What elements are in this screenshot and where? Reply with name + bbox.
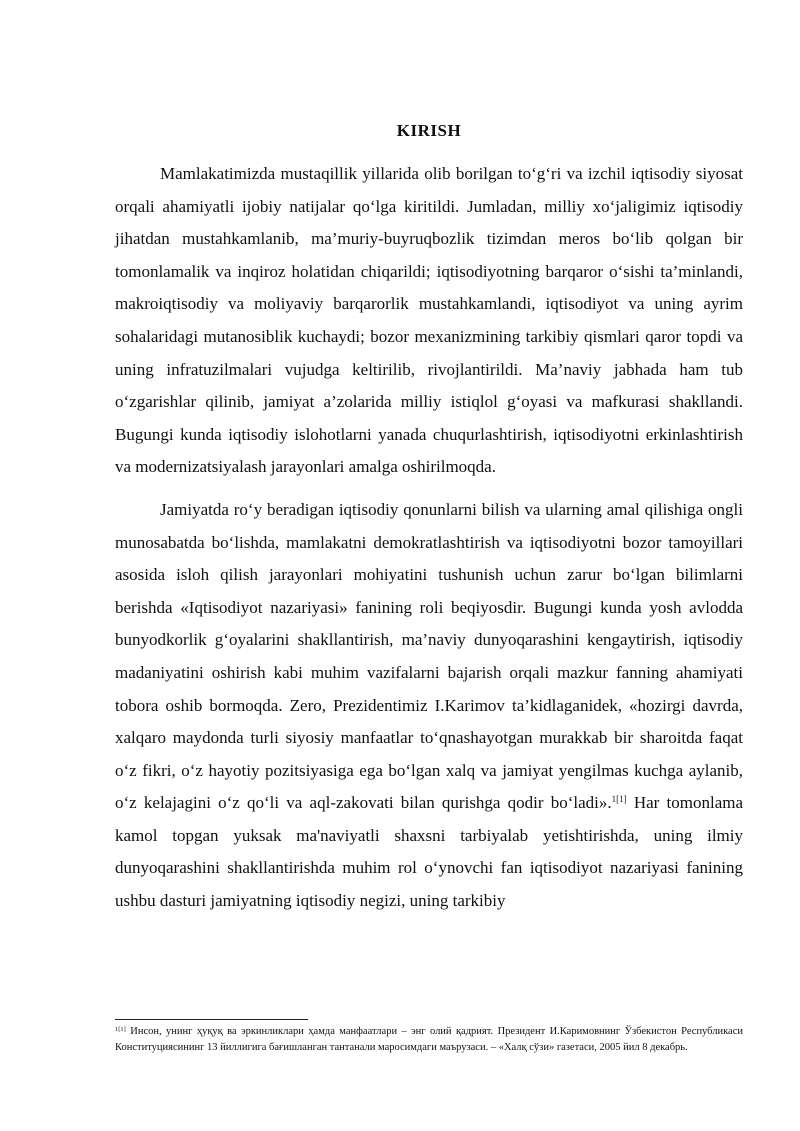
- footnote-marker: 1[1]: [115, 1026, 126, 1033]
- footnote-reference[interactable]: 1[1]: [611, 794, 627, 805]
- section-title: KIRISH: [396, 121, 462, 140]
- paragraph-2-text: Jamiyatda ro‘y beradigan iqtisodiy qonunlarni bilish va ularning amal qilishiga ongli munosabatda bo‘lishda, mamlakatni demokratlashtirish va iqtisodiyotni bozor tamoyillari asosida isloh qilish jarayonlari mohiyatini tushunish uchun zarur bo‘lgan bilimlarni berishda «Iqtisodiyot nazariyasi» fanining roli beqiyosdir. Bugungi kunda yosh avlodda bunyodkorlik g‘oyalarini shakllantirish, ma’naviy dunyoqarashini kengaytirish, iqtisodiy madaniyatini oshirish kabi muhim vazifalarni bajarish orqali mazkur fanning ahamiyati tobora oshib bormoqda. Zero, Prezidentimiz I.Karimov ta’kidlaganidek, «hozirgi davrda, xalqaro maydonda turli siyosiy manfaatlar to‘qnashayotgan murakkab bir sharoitda faqat o‘z fikri, o‘z hayotiy pozitsiyasiga ega bo‘lgan xalq va jamiyat yengilmas kuchga aylanib, o‘z kelajagini o‘z qo‘li va aql-zakovati bilan qurishga qodir bo‘ladi».: [115, 499, 743, 813]
- document-body: [115, 158, 743, 918]
- paragraph-2-continuation: Har tomonlama kamol topgan yuksak ma'naviyatli shaxsni tarbiyalab yetishtirishda, uning ilmiy dunyoqarashini shakllantirishda muhim rol o‘ynovchi fan iqtisodiyot nazariyasi fanining ushbu dasturi jamiyatning iqtisodiy negizi, uning tarkibiy: [115, 793, 744, 911]
- footnote-divider: [115, 1019, 308, 1020]
- paragraph-2: [115, 494, 743, 918]
- footnote-text: Инсон, унинг ҳуқуқ ва эркинликлари ҳамда манфаатлари – энг олий қадрият. Президент И.Каримовнинг Ўзбекистон Республикаси Конституциясининг 13 йиллигига бағишланган тантанали маросимдаги маърузаси. – «Халқ сўзи» газетаси, 2005 йил 8 декабрь.: [115, 1026, 743, 1053]
- paragraph-1: Mamlakatimizda mustaqillik yillarida olib borilgan to‘g‘ri va izchil iqtisodiy siyosat orqali ahamiyatli ijobiy natijalar qo‘lga kiritildi. Jumladan, milliy xo‘jaligimiz iqtisodiy jihatdan mustahkamlanib, ma’muriy-buyruqbozlik tizimdan meros bo‘lib qolgan bir tomonlamalik va inqiroz holatidan chiqarildi; iqtisodiyotning barqaror o‘sishi ta’minlandi, makroiqtisodiy va moliyaviy barqarorlik mustahkamlandi, iqtisodiyot va uning ayrim sohalaridagi mutanosiblik kuchaydi; bozor mexanizmining tarkibiy qismlari qaror topdi va uning infratuzilmalari vujudga keltirilib, rivojlantirildi. Ma’naviy jabhada ham tub o‘zgarishlar qilinib, jamiyat a’zolarida milliy istiqlol g‘oyasi va mafkurasi shakllandi. Bugungi kunda iqtisodiy islohotlarni yanada chuqurlashtirish, iqtisodiyotni erkinlashtirish va modernizatsiyalash jarayonlari amalga oshirilmoqda.: [115, 164, 743, 477]
- footnote: [115, 1024, 743, 1055]
